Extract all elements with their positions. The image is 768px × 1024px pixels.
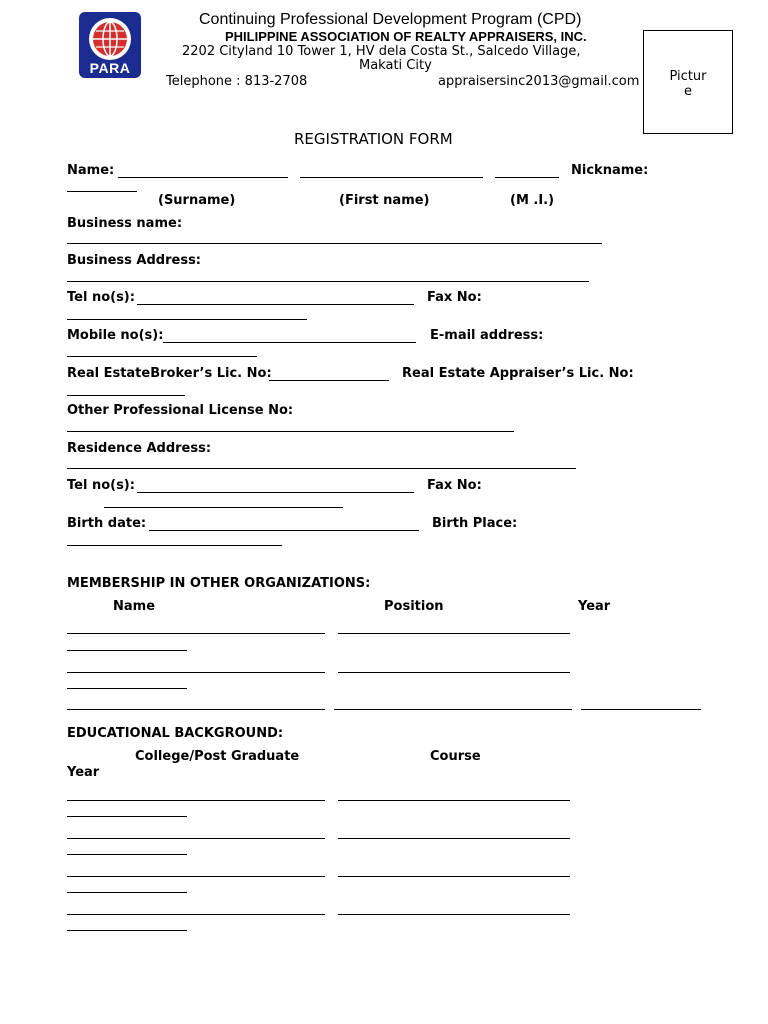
birth-date-label: Birth date:: [67, 516, 147, 531]
appraiser-license-label: Real Estate Appraiser’s Lic. No:: [402, 366, 634, 381]
membership-name-field[interactable]: [67, 709, 325, 710]
business-name-label: Business name:: [67, 216, 183, 231]
birth-place-label: Birth Place:: [432, 516, 518, 531]
mi-field[interactable]: [495, 177, 559, 178]
membership-name-field[interactable]: [67, 633, 325, 634]
education-course-field[interactable]: [338, 914, 570, 915]
education-heading: EDUCATIONAL BACKGROUND:: [67, 726, 284, 741]
education-col-year: Year: [67, 765, 100, 780]
membership-name-field[interactable]: [67, 672, 325, 673]
tel-label: Tel no(s):: [67, 290, 135, 305]
other-license-label: Other Professional License No:: [67, 403, 294, 418]
membership-year-field[interactable]: [581, 709, 701, 710]
picture-label-1: Pictur: [669, 69, 707, 84]
firstname-caption: (First name): [339, 193, 430, 208]
email-label: E-mail address:: [430, 328, 544, 343]
picture-box[interactable]: [643, 30, 733, 134]
fax-field-2[interactable]: [104, 507, 343, 508]
education-year-field[interactable]: [67, 930, 187, 931]
birth-place-field[interactable]: [67, 545, 282, 546]
broker-license-field[interactable]: [269, 380, 389, 381]
tel-field-2[interactable]: [137, 492, 414, 493]
fax-field[interactable]: [67, 319, 307, 320]
surname-field[interactable]: [118, 177, 288, 178]
business-address-field[interactable]: [67, 281, 589, 282]
mobile-label: Mobile no(s):: [67, 328, 164, 343]
form-title: REGISTRATION FORM: [294, 130, 453, 148]
education-year-field[interactable]: [67, 892, 187, 893]
membership-year-field[interactable]: [67, 650, 187, 651]
globe-icon: [89, 18, 131, 60]
logo-text: PARA: [89, 60, 131, 76]
business-address-label: Business Address:: [67, 253, 202, 268]
education-year-field[interactable]: [67, 854, 187, 855]
mi-caption: (M .I.): [510, 193, 555, 208]
organization-name: PHILIPPINE ASSOCIATION OF REALTY APPRAISERS, INC.: [225, 29, 587, 44]
nickname-field[interactable]: [67, 191, 137, 192]
business-name-field[interactable]: [67, 243, 602, 244]
para-logo: [79, 12, 141, 78]
other-license-field[interactable]: [67, 431, 514, 432]
education-course-field[interactable]: [338, 876, 570, 877]
membership-col-name: Name: [113, 599, 156, 614]
membership-position-field[interactable]: [338, 672, 570, 673]
education-college-field[interactable]: [67, 876, 325, 877]
nickname-label: Nickname:: [571, 163, 649, 178]
membership-year-field[interactable]: [67, 688, 187, 689]
membership-position-field[interactable]: [334, 709, 572, 710]
fax-label: Fax No:: [427, 290, 482, 305]
education-course-field[interactable]: [338, 838, 570, 839]
email-contact: appraisersinc2013@gmail.com: [438, 74, 640, 89]
surname-caption: (Surname): [158, 193, 236, 208]
membership-position-field[interactable]: [338, 633, 570, 634]
education-college-field[interactable]: [67, 914, 325, 915]
fax-label-2: Fax No:: [427, 478, 482, 493]
education-year-field[interactable]: [67, 816, 187, 817]
mobile-field[interactable]: [163, 342, 416, 343]
education-col-course: Course: [430, 749, 481, 764]
tel-label-2: Tel no(s):: [67, 478, 135, 493]
residence-address-label: Residence Address:: [67, 441, 212, 456]
education-college-field[interactable]: [67, 838, 325, 839]
appraiser-license-field[interactable]: [67, 395, 185, 396]
firstname-field[interactable]: [300, 177, 483, 178]
address-line-1: 2202 Cityland 10 Tower 1, HV dela Costa St., Salcedo Village,: [182, 44, 581, 59]
membership-col-position: Position: [384, 599, 444, 614]
residence-address-field[interactable]: [67, 468, 576, 469]
program-title: Continuing Professional Development Program (CPD): [199, 11, 582, 28]
name-label: Name:: [67, 163, 115, 178]
broker-license-label: Real EstateBroker’s Lic. No:: [67, 366, 272, 381]
education-course-field[interactable]: [338, 800, 570, 801]
address-line-2: Makati City: [359, 58, 432, 73]
education-college-field[interactable]: [67, 800, 325, 801]
picture-label-2: e: [684, 84, 692, 99]
telephone: Telephone : 813-2708: [166, 74, 308, 89]
membership-heading: MEMBERSHIP IN OTHER ORGANIZATIONS:: [67, 576, 371, 591]
education-col-college: College/Post Graduate: [135, 749, 300, 764]
email-field[interactable]: [67, 356, 257, 357]
membership-col-year: Year: [578, 599, 611, 614]
tel-field[interactable]: [137, 304, 414, 305]
birth-date-field[interactable]: [149, 530, 419, 531]
